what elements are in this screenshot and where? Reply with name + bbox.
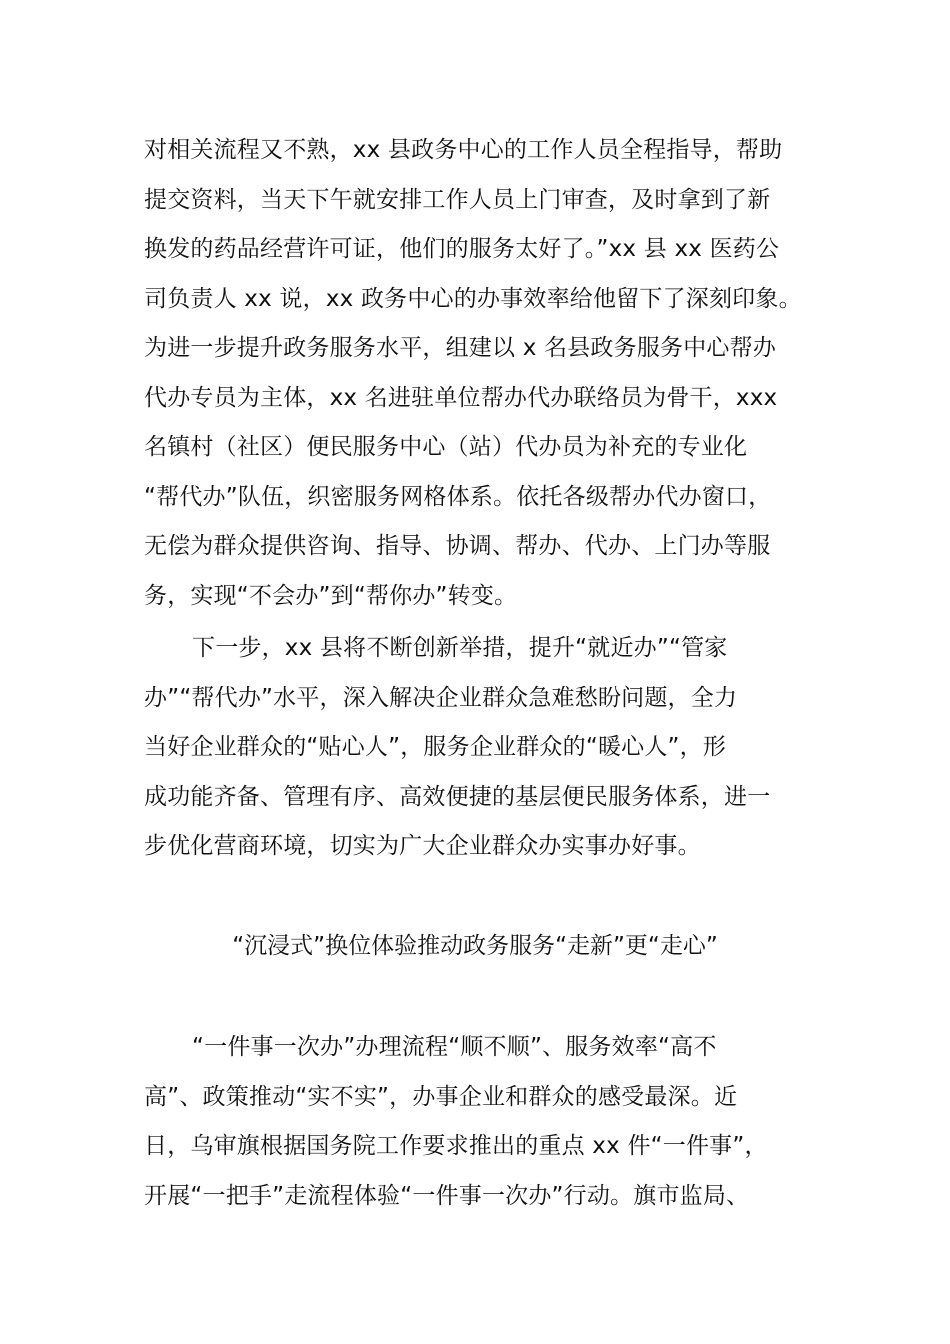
paragraph-2: [144, 624, 824, 872]
paragraph-line: 高”、政策推动“实不实”，办事企业和群众的感受最深。近: [144, 1083, 738, 1110]
paragraph-line: 步优化营商环境，切实为广大企业群众办实事办好事。: [144, 833, 701, 859]
paragraph-line: 对相关流程又不熟，xx 县政务中心的工作人员全程指导，帮助: [144, 137, 783, 163]
paragraph-line: 司负责人 xx 说，xx 政务中心的办事效率给他留下了深刻印象。: [144, 285, 802, 312]
paragraph-line: 提交资料，当天下午就安排工作人员上门审查，及时拿到了新: [144, 186, 771, 213]
paragraph-line: 成功能齐备、管理有序、高效便捷的基层便民服务体系，进一: [144, 783, 771, 810]
paragraph-1: [144, 126, 824, 621]
paragraph-line: 代办专员为主体，xx 名进驻单位帮办代办联络员为骨干，xxx: [144, 384, 778, 411]
section-title: “沉浸式”换位体验推动政务服务“走新”更“走心”: [232, 933, 718, 959]
paragraph-line: 开展“一把手”走流程体验“一件事一次办”行动。旗市监局、: [144, 1182, 750, 1209]
paragraph-line: 务，实现“不会办”到“帮你办”转变。: [144, 582, 518, 609]
paragraph-line: 当好企业群众的“贴心人”，服务企业群众的“暖心人”，形: [144, 734, 727, 760]
paragraph-line: 下一步，xx 县将不断创新举措，提升“就近办”“管家: [192, 635, 728, 661]
paragraph-line: 为进一步提升政务服务水平，组建以 x 名县政务服务中心帮办: [144, 335, 777, 361]
paragraph-line: 名镇村（社区）便民服务中心（站）代办员为补充的专业化: [144, 434, 748, 460]
paragraph-line: 换发的药品经营许可证，他们的服务太好了。”xx 县 xx 医药公: [144, 236, 780, 262]
paragraph-3: [144, 1023, 824, 1221]
paragraph-line: “一件事一次办”办理流程“顺不顺”、服务效率“高不: [192, 1034, 717, 1060]
paragraph-line: 办”“帮代办”水平，深入解决企业群众急难愁盼问题，全力: [144, 684, 738, 711]
paragraph-line: 无偿为群众提供咨询、指导、协调、帮办、代办、上门办等服: [144, 533, 771, 559]
paragraph-line: “帮代办”队伍，织密服务网格体系。依托各级帮办代办窗口，: [144, 483, 772, 510]
paragraph-line: 日，乌审旗根据国务院工作要求推出的重点 xx 件“一件事”，: [144, 1133, 768, 1159]
